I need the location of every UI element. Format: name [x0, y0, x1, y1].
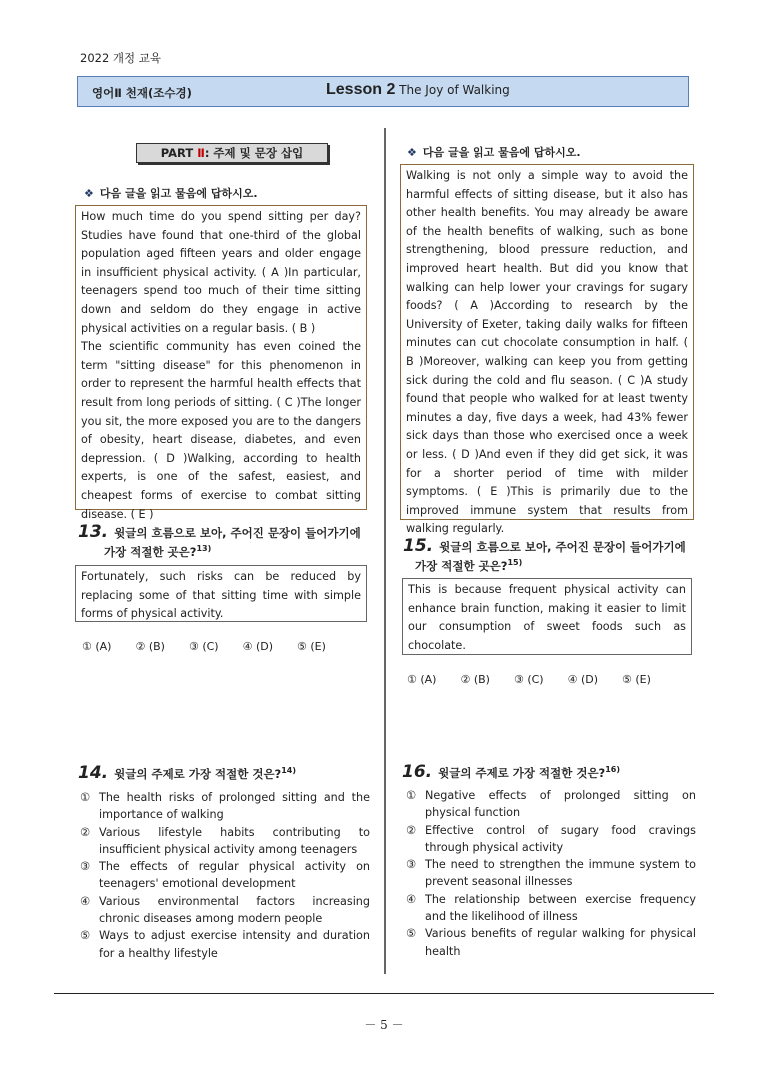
- options-14: [80, 789, 370, 962]
- choice-a[interactable]: ① (A): [407, 673, 437, 686]
- question-text: 윗글의 흐름으로 보아, 주어진 문장이 들어가기에: [439, 540, 686, 554]
- choice-d[interactable]: ④ (D): [242, 640, 274, 653]
- instruction-text: 다음 글을 읽고 물음에 답하시오.: [422, 146, 581, 159]
- question-text: 가장 적절한 곳은?: [104, 544, 197, 559]
- curriculum-note: 2022 개정 교육: [80, 51, 162, 65]
- choice-c[interactable]: ③ (C): [188, 640, 219, 653]
- instruction-text: 다음 글을 읽고 물음에 답하시오.: [99, 187, 258, 200]
- diamond-bullet-icon: ❖: [84, 187, 94, 200]
- option-1[interactable]: [80, 789, 370, 824]
- question-number: 15.: [403, 536, 434, 556]
- option-marker: ②: [80, 825, 91, 839]
- option-text: Negative effects of prolonged sitting on physical function: [425, 789, 696, 820]
- question-number: 14.: [78, 762, 109, 783]
- choices-15: [407, 673, 651, 686]
- choice-b[interactable]: ② (B): [135, 640, 165, 653]
- instruction-left: [84, 185, 258, 201]
- passage-left: How much time do you spend sitting per day? Studies have found that one-third of the global population aged fifteen years and older engage in insufficient physical activity. ( A )In particular, teenagers spend too much of their time sitting down and seldom do they engage in active physical activities on a regular basis. ( B ) The scientific community has even coined the term "sitting disease" for this phenomenon in order to represent the harmful health effects that result from long periods of sitting. ( C )The longer you sit, the more exposed you are to the dangers of obesity, heart disease, diabetes, and even depression. ( D )Walking, according to health experts, is one of the safest, easiest, and cheapest forms of exercise to combat sitting disease. ( E ): [75, 205, 367, 510]
- question-text: 윗글의 주제로 가장 적절한 것은?: [114, 766, 282, 781]
- footer-rule: [54, 993, 714, 994]
- lesson-name: The Joy of Walking: [395, 83, 510, 97]
- question-number: 13.: [78, 522, 109, 542]
- option-4[interactable]: [406, 891, 696, 926]
- lesson-number: Lesson 2: [326, 81, 396, 98]
- question-14-title: [78, 763, 296, 782]
- option-text: The effects of regular physical activity on teenagers' emotional development: [99, 860, 370, 891]
- option-text: Various environmental factors increasing chronic diseases among modern people: [99, 894, 370, 926]
- question-number: 16.: [402, 761, 433, 782]
- choice-b[interactable]: ② (B): [460, 673, 490, 686]
- option-5[interactable]: [406, 925, 696, 960]
- option-marker: ⑤: [80, 929, 91, 943]
- footnote-ref: 13): [196, 544, 212, 553]
- option-marker: ④: [80, 894, 91, 908]
- given-sentence-15: This is because frequent physical activity can enhance brain function, making it easier to limit our consumption of sweet foods such as chocolate.: [402, 578, 692, 655]
- question-16-title: [402, 762, 620, 781]
- option-marker: ①: [406, 789, 417, 802]
- option-text: Various lifestyle habits contributing to insufficient physical activity among teenagers: [99, 825, 370, 856]
- passage-right: Walking is not only a simple way to avoid the harmful effects of sitting disease, but it also has other health benefits. You may already be aware of the health benefits of walking, such as bone strengthening, blood pressure reduction, and improved heart health. But did you know that walking can help lower your cravings for sugary foods? ( A )According to research by the University of Exeter, taking daily walks for fifteen minutes can cut chocolate consumption in half. ( B )Moreover, walking can keep you from getting sick during the cold and flu season. ( C )A study found that people who walked for at least twenty minutes a day, five days a week, had 43% fewer sick days than those who exercised once a week or less. ( D )And even if they did get sick, it was for a shorter period of time with milder symptoms. ( E )This is primarily due to the improved immune system that results from walking regularly.: [400, 164, 694, 520]
- options-16: [406, 787, 696, 960]
- option-marker: ③: [80, 860, 91, 874]
- question-15-title: [403, 538, 703, 574]
- lesson-title: [326, 81, 510, 99]
- instruction-right: [407, 144, 581, 160]
- question-text: 윗글의 주제로 가장 적절한 것은?: [438, 765, 606, 780]
- given-sentence-13: Fortunately, such risks can be reduced by replacing some of that sitting time with simple forms of physical activity.: [75, 565, 367, 622]
- option-2[interactable]: [406, 822, 696, 857]
- diamond-bullet-icon: ❖: [407, 146, 417, 159]
- course-label: 영어Ⅱ 천재(조수경): [92, 86, 192, 100]
- part-prefix: PART: [160, 146, 198, 160]
- column-divider: [384, 128, 386, 974]
- choices-13: [82, 640, 326, 653]
- question-text: 윗글의 흐름으로 보아, 주어진 문장이 들어가기에: [114, 526, 361, 540]
- option-text: Effective control of sugary food cravings through physical activity: [425, 823, 696, 854]
- option-text: Ways to adjust exercise intensity and duration for a healthy lifestyle: [99, 929, 370, 960]
- part-heading: [136, 143, 328, 163]
- question-13-title: [78, 524, 378, 560]
- choice-c[interactable]: ③ (C): [513, 673, 544, 686]
- footnote-ref: 16): [605, 765, 621, 774]
- option-marker: ①: [80, 791, 91, 804]
- option-marker: ②: [406, 823, 417, 837]
- part-roman: Ⅱ: [197, 146, 205, 160]
- option-4[interactable]: [80, 893, 370, 928]
- part-suffix: : 주제 및 문장 삽입: [204, 146, 304, 160]
- option-text: The need to strengthen the immune system to prevent seasonal illnesses: [425, 858, 696, 889]
- choice-e[interactable]: ⑤ (E): [297, 640, 326, 653]
- option-marker: ③: [406, 858, 417, 872]
- option-text: The health risks of prolonged sitting and the importance of walking: [99, 791, 370, 822]
- option-3[interactable]: [80, 858, 370, 893]
- option-3[interactable]: [406, 856, 696, 891]
- option-1[interactable]: [406, 787, 696, 822]
- footnote-ref: 14): [281, 766, 297, 775]
- option-text: The relationship between exercise frequency and the likelihood of illness: [425, 892, 696, 924]
- option-2[interactable]: [80, 824, 370, 859]
- option-marker: ⑤: [406, 927, 417, 941]
- question-text: 가장 적절한 곳은?: [415, 558, 508, 573]
- page-number: － 5 －: [364, 1018, 404, 1032]
- footnote-ref: 15): [507, 558, 523, 567]
- choice-e[interactable]: ⑤ (E): [622, 673, 651, 686]
- option-marker: ④: [406, 892, 417, 906]
- option-text: Various benefits of regular walking for physical health: [425, 927, 696, 958]
- lesson-header: [77, 76, 689, 107]
- choice-a[interactable]: ① (A): [82, 640, 112, 653]
- choice-d[interactable]: ④ (D): [567, 673, 599, 686]
- option-5[interactable]: [80, 927, 370, 962]
